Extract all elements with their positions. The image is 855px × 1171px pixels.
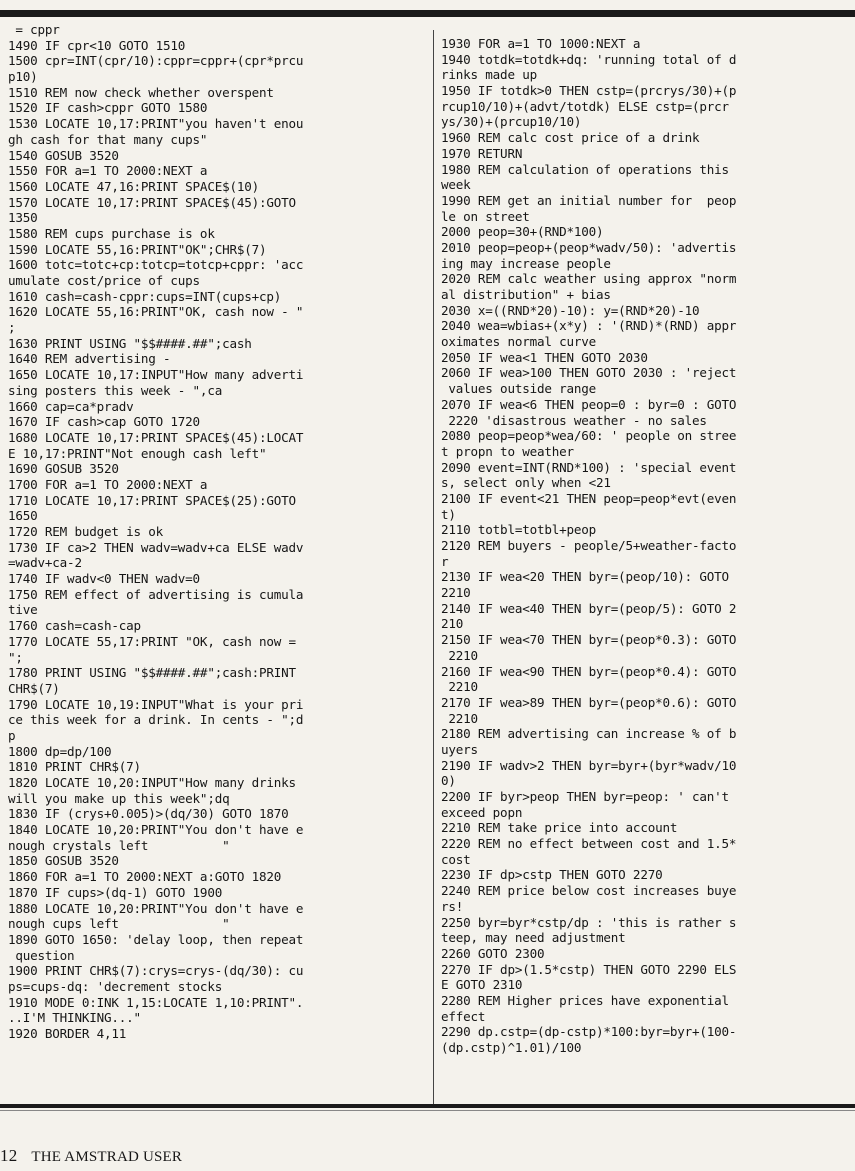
code-line: 2210 REM take price into account [441, 820, 678, 836]
code-line: 2050 IF wea<1 THEN GOTO 2030 [441, 349, 648, 365]
code-line: =wadv+ca-2 [8, 555, 82, 571]
code-line: 1630 PRINT USING "$$####.##";cash [8, 335, 252, 351]
code-line: 1860 FOR a=1 TO 2000:NEXT a:GOTO 1820 [8, 869, 282, 885]
code-line: 2130 IF wea<20 THEN byr=(peop/10): GOTO [441, 569, 729, 585]
code-line: 1610 cash=cash-cppr:cups=INT(cups+cp) [8, 288, 282, 304]
code-line: ce this week for a drink. In cents - ";d [8, 712, 304, 728]
code-line: al distribution" + bias [441, 287, 611, 302]
code-line: week [441, 177, 471, 193]
top-rule [0, 10, 855, 17]
code-line: 1810 PRINT CHR$(7) [8, 759, 141, 775]
page-footer [0, 1146, 182, 1166]
code-line: 2210 [441, 647, 478, 663]
code-line: 2020 REM calc weather using approx "norm [441, 271, 737, 287]
code-line: 1780 PRINT USING "$$####.##";cash:PRINT [8, 665, 296, 681]
code-line: 2010 peop=peop+(peop*wadv/50): 'advertis [441, 239, 737, 255]
code-line: teep, may need adjustment [441, 930, 626, 946]
code-line: 1650 LOCATE 10,17:INPUT"How many adverti [8, 367, 304, 383]
code-line: r [441, 553, 449, 569]
code-line: rcup10/10)+(advt/totdk) ELSE cstp=(prcr [441, 98, 729, 114]
code-line: 2120 REM buyers - people/5+weather-facto [441, 538, 737, 553]
code-line: le on street [441, 208, 530, 224]
code-line: 2210 [441, 585, 471, 601]
code-line: values outside range [441, 381, 597, 397]
code-line: E 10,17:PRINT"Not enough cash left" [8, 445, 267, 461]
code-line: 1600 totc=totc+cp:totcp=totcp+cppr: 'acc [8, 257, 304, 273]
code-line: 210 [441, 616, 464, 632]
code-line: 2000 peop=30+(RND*100) [441, 224, 604, 240]
code-line: 1560 LOCATE 47,16:PRINT SPACE$(10) [8, 178, 259, 194]
code-line: 1740 IF wadv<0 THEN wadv=0 [8, 571, 200, 587]
bottom-rule [0, 1104, 855, 1108]
code-line: 1890 GOTO 1650: 'delay loop, then repeat [8, 931, 304, 947]
code-line: p [8, 727, 16, 743]
code-line: 2190 IF wadv>2 THEN byr=byr+(byr*wadv/10 [441, 757, 737, 773]
code-line: 1880 LOCATE 10,20:PRINT"You don't have e [8, 900, 304, 916]
code-line: 2180 REM advertising can increase % of b [441, 726, 737, 742]
code-line: ing may increase people [441, 255, 611, 271]
code-line: 1920 BORDER 4,11 [8, 1026, 127, 1041]
code-line: 1840 LOCATE 10,20:PRINT"You don't have e [8, 822, 304, 838]
code-line: 2200 IF byr>peop THEN byr=peop: ' can't [441, 789, 729, 804]
code-line: 1930 FOR a=1 TO 1000:NEXT a [441, 36, 641, 51]
code-line: 1590 LOCATE 55,16:PRINT"OK";CHR$(7) [8, 241, 267, 257]
code-line: will you make up this week";dq [8, 790, 230, 806]
code-line: 1620 LOCATE 55,16:PRINT"OK, cash now - " [8, 304, 304, 320]
code-line: 1650 [8, 508, 38, 524]
code-line: 1570 LOCATE 10,17:PRINT SPACE$(45):GOTO [8, 194, 296, 210]
code-line: 2290 dp.cstp=(dp-cstp)*100:byr=byr+(100- [441, 1024, 737, 1040]
code-line: 2210 [441, 679, 478, 695]
page-number: 12 [0, 1146, 18, 1165]
code-line: (dp.cstp)^1.01)/100 [441, 1040, 582, 1055]
code-line: 1350 [8, 210, 38, 226]
code-line: umulate cost/price of cups [8, 273, 200, 288]
code-line: 1910 MODE 0:INK 1,15:LOCATE 1,10:PRINT". [8, 994, 304, 1010]
code-line: 2270 IF dp>(1.5*cstp) THEN GOTO 2290 ELS [441, 961, 737, 977]
code-line: 2150 IF wea<70 THEN byr=(peop*0.3): GOTO [441, 632, 737, 648]
code-line: 1870 IF cups>(dq-1) GOTO 1900 [8, 884, 223, 900]
code-line: rinks made up [441, 67, 537, 83]
code-line: 1500 cpr=INT(cpr/10):cppr=cppr+(cpr*prcu [8, 53, 304, 69]
code-line: 1830 IF (crys+0.005)>(dq/30) GOTO 1870 [8, 806, 289, 822]
code-line: E GOTO 2310 [441, 977, 523, 993]
code-line: 1970 RETURN [441, 145, 523, 161]
code-line: 1790 LOCATE 10,19:INPUT"What is your pri [8, 696, 304, 712]
code-line: 2260 GOTO 2300 [441, 945, 545, 961]
code-line: 2220 REM no effect between cost and 1.5* [441, 836, 737, 852]
code-line: 2110 totbl=totbl+peop [441, 522, 597, 538]
code-line: 1730 IF ca>2 THEN wadv=wadv+ca ELSE wadv [8, 539, 304, 555]
code-line: gh cash for that many cups" [8, 131, 208, 147]
code-line: 1960 REM calc cost price of a drink [441, 130, 700, 146]
code-line: 1760 cash=cash-cap [8, 618, 141, 634]
code-line: 2140 IF wea<40 THEN byr=(peop/5): GOTO 2 [441, 600, 737, 616]
code-line: 1820 LOCATE 10,20:INPUT"How many drinks [8, 775, 296, 790]
code-line: exceed popn [441, 804, 523, 820]
code-line: 1550 FOR a=1 TO 2000:NEXT a [8, 163, 208, 179]
code-line: 2070 IF wea<6 THEN peop=0 : byr=0 : GOTO [441, 396, 737, 412]
code-line: 1660 cap=ca*pradv [8, 398, 134, 414]
code-line: cost [441, 851, 471, 867]
code-line: 1770 LOCATE 55,17:PRINT "OK, cash now = [8, 633, 296, 649]
code-line: 1670 IF cash>cap GOTO 1720 [8, 414, 200, 430]
code-line: 1510 REM now check whether overspent [8, 84, 274, 100]
code-line: 1990 REM get an initial number for peop [441, 192, 737, 208]
code-line: t propn to weather [441, 443, 574, 459]
code-line: 1530 LOCATE 10,17:PRINT"you haven't enou [8, 116, 304, 132]
code-line: 2090 event=INT(RND*100) : 'special event [441, 459, 737, 475]
code-line: effect [441, 1008, 486, 1024]
code-line: uyers [441, 741, 478, 757]
code-line: 2100 IF event<21 THEN peop=peop*evt(even [441, 490, 737, 506]
code-line: 1750 REM effect of advertising is cumula [8, 586, 304, 602]
code-line: nough cups left " [8, 916, 230, 932]
code-line: 1680 LOCATE 10,17:PRINT SPACE$(45):LOCAT [8, 429, 304, 445]
code-line: 1490 IF cpr<10 GOTO 1510 [8, 37, 186, 53]
code-line: = cppr [8, 22, 60, 37]
code-line: 1710 LOCATE 10,17:PRINT SPACE$(25):GOTO [8, 492, 296, 508]
code-line: 2040 wea=wbias+(x*y) : '(RND)*(RND) appr [441, 318, 737, 334]
code-line: 1700 FOR a=1 TO 2000:NEXT a [8, 476, 208, 492]
code-line: 1580 REM cups purchase is ok [8, 225, 215, 241]
code-line: 2060 IF wea>100 THEN GOTO 2030 : 'reject [441, 365, 737, 381]
code-line: 1520 IF cash>cppr GOTO 1580 [8, 100, 208, 116]
code-line: 2250 byr=byr*cstp/dp : 'this is rather s [441, 914, 737, 930]
code-line: 1940 totdk=totdk+dq: 'running total of d [441, 51, 737, 67]
code-line: 1850 GOSUB 3520 [8, 853, 119, 869]
code-line: 2220 'disastrous weather - no sales [441, 412, 707, 428]
code-line: 1900 PRINT CHR$(7):crys=crys-(dq/30): cu [8, 963, 304, 979]
listing-right-column [441, 36, 841, 1056]
code-line: 2160 IF wea<90 THEN byr=(peop*0.4): GOTO [441, 663, 737, 679]
code-line: 1950 IF totdk>0 THEN cstp=(prcrys/30)+(p [441, 83, 737, 99]
code-line: 2080 peop=peop*wea/60: ' people on stree [441, 428, 737, 444]
code-line: 2210 [441, 710, 478, 726]
code-line: CHR$(7) [8, 680, 60, 696]
code-line: rs! [441, 898, 464, 914]
code-line: oximates normal curve [441, 334, 597, 350]
code-line: 1640 REM advertising - [8, 351, 171, 367]
code-line: nough crystals left " [8, 837, 230, 853]
code-line: sing posters this week - ",ca [8, 382, 223, 398]
code-line: 2230 IF dp>cstp THEN GOTO 2270 [441, 867, 663, 883]
code-line: ps=cups-dq: 'decrement stocks [8, 978, 223, 994]
code-line: 0) [441, 773, 456, 789]
code-line: 1690 GOSUB 3520 [8, 461, 119, 477]
code-line: tive [8, 602, 38, 618]
code-line: 1720 REM budget is ok [8, 524, 164, 539]
code-line: p10) [8, 69, 38, 85]
code-line: ; [8, 320, 16, 336]
code-line: question [8, 947, 75, 963]
code-line: "; [8, 649, 23, 665]
column-divider [433, 30, 434, 1108]
code-line: ys/30)+(prcup10/10) [441, 114, 582, 130]
code-line: ..I'M THINKING..." [8, 1010, 141, 1026]
code-line: 1540 GOSUB 3520 [8, 147, 119, 163]
publication-name: THE AMSTRAD USER [31, 1149, 183, 1165]
code-line: 2030 x=((RND*20)-10): y=(RND*20)-10 [441, 302, 700, 318]
code-line: 2170 IF wea>89 THEN byr=(peop*0.6): GOTO [441, 694, 737, 710]
listing-left-column [8, 22, 426, 1042]
bottom-rule-thin [0, 1110, 855, 1111]
code-line: 1800 dp=dp/100 [8, 743, 112, 759]
code-line: 2240 REM price below cost increases buye [441, 883, 737, 899]
code-line: s, select only when <21 [441, 475, 611, 491]
code-line: 1980 REM calculation of operations this [441, 161, 729, 177]
code-line: t) [441, 506, 456, 522]
code-line: 2280 REM Higher prices have exponential [441, 992, 729, 1008]
